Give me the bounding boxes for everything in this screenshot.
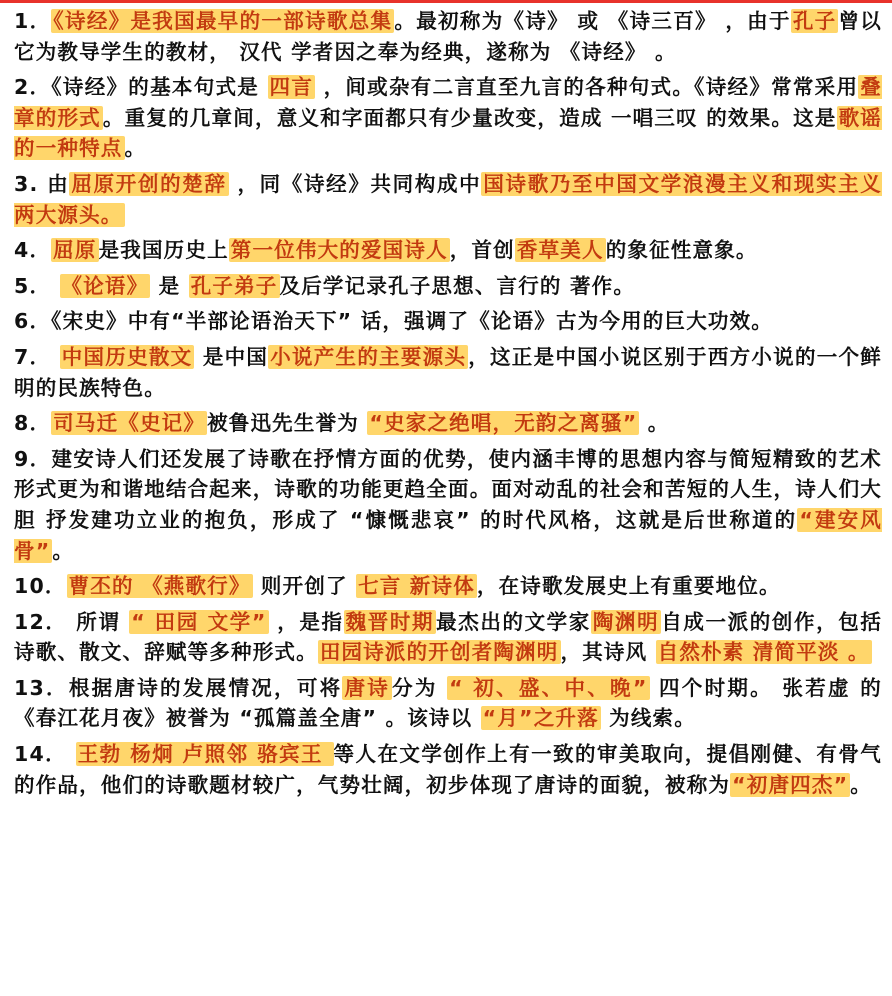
highlighted-phrase: 第一位伟大的爱国诗人 [230, 238, 448, 263]
highlighted-phrase: 《论语》 [61, 273, 149, 298]
highlighted-phrase: 小说产生的主要源头 [270, 344, 467, 369]
text-segment: 被鲁迅先生誉为 [207, 411, 368, 436]
text-segment: 。重复的几章间，意义和字面都只有少量改变，造成 一唱三叹 的效果。这是 [102, 105, 837, 130]
text-segment: 四个时期。 张若虚 的《春江花月夜》被誉为 “孤篇盖全唐” 。该诗以 [14, 675, 882, 731]
highlighted-phrase: 《诗经》是我国最早的一部诗歌总集 [53, 9, 393, 33]
text-segment: 是 [150, 273, 189, 298]
text-segment: 。 [850, 772, 872, 797]
highlighted-phrase: 王勃 杨炯 卢照邻 骆宾王 [77, 742, 332, 767]
top-accent-bar [0, 0, 892, 3]
text-segment: ，是指 [268, 609, 344, 634]
text-segment: 12． 所谓 [14, 609, 130, 634]
highlighted-phrase: 四言 [269, 75, 314, 100]
text-segment: 。 [124, 136, 147, 161]
highlighted-phrase: 屈原 [53, 238, 97, 263]
note-item [14, 739, 882, 800]
highlighted-phrase: “月”之升落 [482, 706, 599, 731]
highlighted-phrase: 魏晋时期 [345, 609, 435, 634]
text-segment: 。最初称为《诗》 或 《诗三百》 ，由于 [394, 9, 791, 33]
text-segment: ，首创 [449, 238, 515, 263]
highlighted-phrase: “史家之绝唱，无韵之离骚” [369, 411, 638, 436]
note-item [14, 6, 882, 67]
highlighted-phrase: 叠章的形式 [14, 75, 882, 130]
text-segment: 10． [14, 574, 67, 599]
text-segment: 。 [639, 411, 670, 436]
text-segment: 6．《宋史》中有“半部论语治天下” 话，强调了《论语》古为今用的巨大功效。 [14, 309, 773, 334]
text-segment: ，间或杂有二言直至九言的各种句式。《诗经》常常采用 [315, 75, 859, 100]
highlighted-phrase: 司马迁《史记》 [53, 411, 206, 436]
text-segment: 为线索。 [600, 706, 696, 731]
highlighted-phrase: 自然朴素 清简平淡 。 [657, 640, 870, 665]
text-segment: ，同《诗经》共同构成中 [228, 171, 482, 196]
note-item [14, 444, 882, 566]
highlighted-phrase: 歌谣的一种特点 [14, 105, 882, 161]
text-segment: 14． [14, 742, 76, 767]
text-segment: 1． [14, 9, 52, 33]
highlighted-phrase: 田园诗派的开创者陶渊明 [319, 640, 559, 665]
note-item [14, 306, 882, 337]
text-segment: 则开创了 [252, 574, 357, 599]
text-segment: 是中国 [194, 344, 269, 369]
note-item [14, 72, 882, 164]
highlighted-phrase: 孔子弟子 [190, 273, 278, 298]
highlighted-phrase: 香草美人 [516, 238, 604, 263]
note-item [14, 271, 882, 302]
text-segment: 及后学记录孔子思想、言行的 著作。 [279, 273, 636, 298]
note-item [14, 607, 882, 668]
text-segment: 7． [14, 344, 60, 369]
note-item [14, 408, 882, 439]
text-segment: 是我国历史上 [98, 238, 229, 263]
text-segment: 曾以它为教导学生的教材， 汉代 学者因之奉为经典，遂称为 《诗经》 。 [14, 9, 882, 64]
text-segment: 分为 [392, 675, 448, 700]
text-segment: 自成一派的创作，包括诗歌、散文、辞赋等多种形式。 [14, 609, 883, 665]
highlighted-phrase: 中国历史散文 [61, 344, 193, 369]
highlighted-phrase: “初唐四杰” [732, 772, 849, 797]
highlighted-phrase: 陶渊明 [592, 609, 660, 634]
note-item [14, 342, 882, 403]
text-segment: 最杰出的文学家 [436, 609, 591, 634]
highlighted-phrase: 曹丕的 《燕歌行》 [68, 574, 251, 599]
text-segment: 等人在文学创作上有一致的审美取向，提倡刚健、有骨气的作品，他们的诗歌题材较广，气势壮阔，初步体现了唐诗的面貌，被称为 [14, 742, 882, 797]
text-segment: 。 [52, 538, 75, 563]
highlighted-phrase: 屈原开创的楚辞 [71, 171, 227, 196]
text-segment: 13．根据唐诗的发展情况，可将 [14, 675, 343, 700]
text-segment: 5． [14, 273, 60, 298]
notes-page [14, 6, 882, 805]
highlighted-phrase: 唐诗 [344, 675, 391, 700]
text-segment: ，在诗歌发展史上有重要地位。 [476, 574, 781, 599]
highlighted-phrase: 孔子 [792, 9, 837, 33]
note-item [14, 235, 882, 266]
text-segment: 3. 由 [14, 171, 70, 196]
note-item [14, 169, 882, 230]
text-segment: ，其诗风 [560, 640, 656, 665]
text-segment: 2．《诗经》的基本句式是 [14, 75, 268, 100]
highlighted-phrase: 七言 新诗体 [358, 574, 475, 599]
text-segment: 8． [14, 411, 52, 436]
highlighted-phrase: “建安风骨” [14, 507, 882, 563]
text-segment: 4． [14, 238, 52, 263]
text-segment: 9．建安诗人们还发展了诗歌在抒情方面的优势，使内涵丰博的思想内容与简短精致的艺术形式更为和谐地结合起来，诗歌的功能更趋全面。面对动乱的社会和苦短的人生，诗人们大胆 抒发建功立业的抱负，形成了 “慷慨悲哀” 的时代风格，这就是后世称道的 [14, 446, 882, 532]
note-item [14, 571, 882, 602]
text-segment: ，这正是中国小说区别于西方小说的一个鲜明的民族特色。 [14, 344, 882, 400]
highlighted-phrase: 国诗歌乃至中国文学浪漫主义和现实主义两大源头。 [14, 171, 882, 227]
highlighted-phrase: “ 田园 文学” [131, 609, 267, 634]
highlighted-phrase: “ 初、盛、中、晚” [449, 675, 648, 700]
text-segment: 的象征性意象。 [605, 238, 758, 263]
note-item [14, 673, 882, 734]
